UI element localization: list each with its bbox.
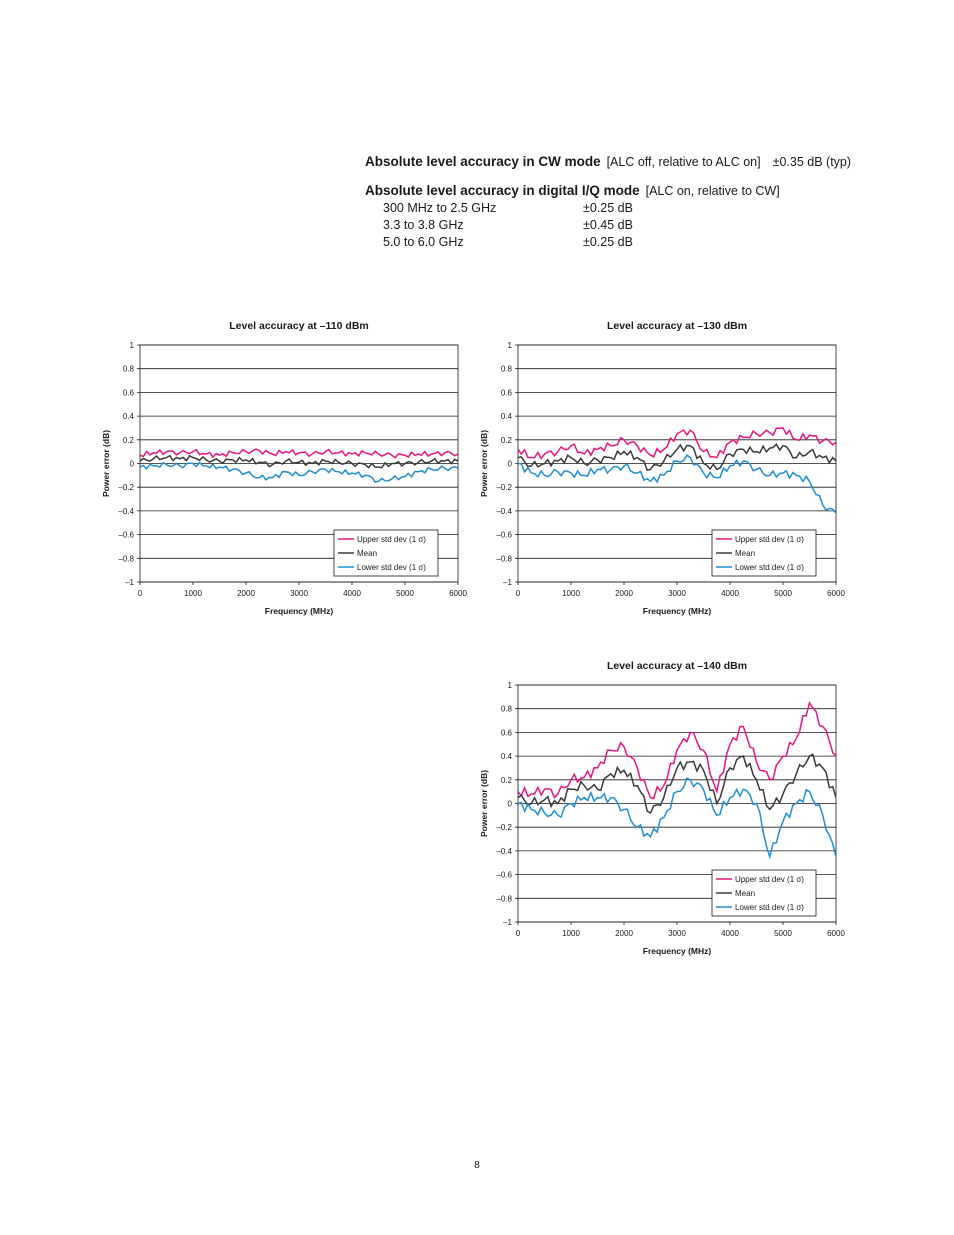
- x-tick-label: 2000: [615, 589, 633, 598]
- x-axis-label: Frequency (MHz): [264, 606, 334, 616]
- y-axis-label: Power error (dB): [479, 429, 489, 498]
- y-tick-label: 0: [129, 459, 134, 469]
- legend-label: Lower std dev (1 σ): [357, 563, 426, 572]
- spec-iq-note: [ALC on, relative to CW]: [645, 184, 780, 198]
- y-tick-label: –0.8: [496, 554, 512, 564]
- y-tick-label: 0.6: [500, 388, 512, 398]
- spec-iq-range: 5.0 to 6.0 GHz: [383, 235, 464, 249]
- spec-iq-range: 3.3 to 3.8 GHz: [383, 218, 464, 232]
- legend-label: Lower std dev (1 σ): [735, 903, 804, 912]
- x-tick-label: 0: [137, 589, 143, 598]
- y-tick-label: 0.8: [500, 704, 512, 714]
- y-tick-label: –0.8: [118, 554, 134, 564]
- series-line-mean: [140, 456, 458, 468]
- x-tick-label: 2000: [237, 589, 255, 598]
- legend-label: Lower std dev (1 σ): [735, 563, 804, 572]
- x-tick-label: 0: [515, 589, 521, 598]
- y-tick-label: 0.4: [122, 412, 134, 422]
- legend-label: Upper std dev (1 σ): [357, 535, 426, 544]
- y-tick-label: –0.6: [118, 530, 134, 540]
- x-tick-label: 6000: [827, 589, 845, 598]
- chart-level-accuracy-140: [478, 650, 848, 970]
- legend-label: Upper std dev (1 σ): [735, 535, 804, 544]
- y-tick-label: 0: [507, 459, 512, 469]
- chart-title: Level accuracy at –140 dBm: [606, 660, 748, 672]
- legend-label: Upper std dev (1 σ): [735, 875, 804, 884]
- legend-label: Mean: [357, 549, 378, 558]
- x-tick-label: 1000: [562, 589, 580, 598]
- series-line-mean: [518, 754, 836, 813]
- spec-cw-value: ±0.35 dB (typ): [772, 155, 852, 169]
- chart-svg: [100, 310, 470, 630]
- y-tick-label: 0.4: [500, 752, 512, 762]
- y-tick-label: –0.8: [496, 894, 512, 904]
- legend-label: Mean: [735, 549, 756, 558]
- y-tick-label: –0.6: [496, 530, 512, 540]
- x-tick-label: 2000: [615, 929, 633, 938]
- chart-level-accuracy-110: [100, 310, 470, 630]
- y-tick-label: –1: [125, 578, 134, 587]
- spec-iq-range: 300 MHz to 2.5 GHz: [383, 201, 497, 215]
- x-tick-label: 1000: [184, 589, 202, 598]
- series-line-upper: [140, 449, 458, 458]
- y-tick-label: 0: [507, 799, 512, 809]
- y-tick-label: –1: [503, 918, 512, 927]
- x-tick-label: 4000: [721, 589, 739, 598]
- x-tick-label: 4000: [721, 929, 739, 938]
- chart-title: Level accuracy at –130 dBm: [606, 320, 748, 332]
- x-tick-label: 6000: [827, 929, 845, 938]
- y-tick-label: 0.2: [500, 435, 512, 445]
- x-tick-label: 0: [515, 929, 521, 938]
- y-tick-label: –0.6: [496, 870, 512, 880]
- chart-svg: [478, 310, 848, 630]
- y-tick-label: 0.4: [500, 412, 512, 422]
- spec-iq-row: [383, 235, 633, 249]
- y-tick-label: 0.6: [122, 388, 134, 398]
- x-tick-label: 5000: [396, 589, 414, 598]
- x-tick-label: 6000: [449, 589, 467, 598]
- spec-iq-value: ±0.25 dB: [583, 201, 633, 215]
- page-number: 8: [474, 1160, 480, 1171]
- spec-cw-note: [ALC off, relative to ALC on]: [606, 155, 761, 169]
- y-tick-label: 0.8: [122, 364, 134, 374]
- y-tick-label: –1: [503, 578, 512, 587]
- y-tick-label: 1: [129, 341, 134, 350]
- x-tick-label: 1000: [562, 929, 580, 938]
- legend-label: Mean: [735, 889, 756, 898]
- spec-cw-title: Absolute level accuracy in CW mode: [365, 154, 601, 169]
- spec-iq-value: ±0.45 dB: [583, 218, 633, 232]
- chart-title: Level accuracy at –110 dBm: [229, 320, 369, 332]
- y-tick-label: 1: [507, 341, 512, 350]
- y-tick-label: 0.2: [122, 435, 134, 445]
- series-line-lower: [518, 778, 836, 857]
- y-tick-label: –0.4: [118, 506, 134, 516]
- spec-cw-line: [365, 154, 851, 169]
- y-tick-label: –0.4: [496, 846, 512, 856]
- x-tick-label: 5000: [774, 929, 792, 938]
- y-tick-label: –0.2: [496, 483, 512, 493]
- spec-iq-title: Absolute level accuracy in digital I/Q mode: [365, 183, 640, 198]
- spec-iq-line: [365, 183, 780, 198]
- y-axis-label: Power error (dB): [101, 429, 111, 498]
- spec-iq-value: ±0.25 dB: [583, 235, 633, 249]
- spec-iq-row: [383, 201, 633, 215]
- y-axis-label: Power error (dB): [479, 769, 489, 838]
- y-tick-label: –0.4: [496, 506, 512, 516]
- x-tick-label: 4000: [343, 589, 361, 598]
- spec-iq-row: [383, 218, 633, 232]
- x-axis-label: Frequency (MHz): [642, 606, 712, 616]
- x-tick-label: 3000: [290, 589, 308, 598]
- x-tick-label: 3000: [668, 589, 686, 598]
- y-tick-label: –0.2: [496, 823, 512, 833]
- x-axis-label: Frequency (MHz): [642, 946, 712, 956]
- y-tick-label: 0.8: [500, 364, 512, 374]
- y-tick-label: 1: [507, 681, 512, 690]
- chart-level-accuracy-130: [478, 310, 848, 630]
- x-tick-label: 3000: [668, 929, 686, 938]
- series-line-mean: [518, 444, 836, 470]
- x-tick-label: 5000: [774, 589, 792, 598]
- series-line-upper: [518, 428, 836, 459]
- series-line-lower: [140, 463, 458, 483]
- y-tick-label: –0.2: [118, 483, 134, 493]
- chart-svg: [478, 650, 848, 970]
- y-tick-label: 0.2: [500, 775, 512, 785]
- y-tick-label: 0.6: [500, 728, 512, 738]
